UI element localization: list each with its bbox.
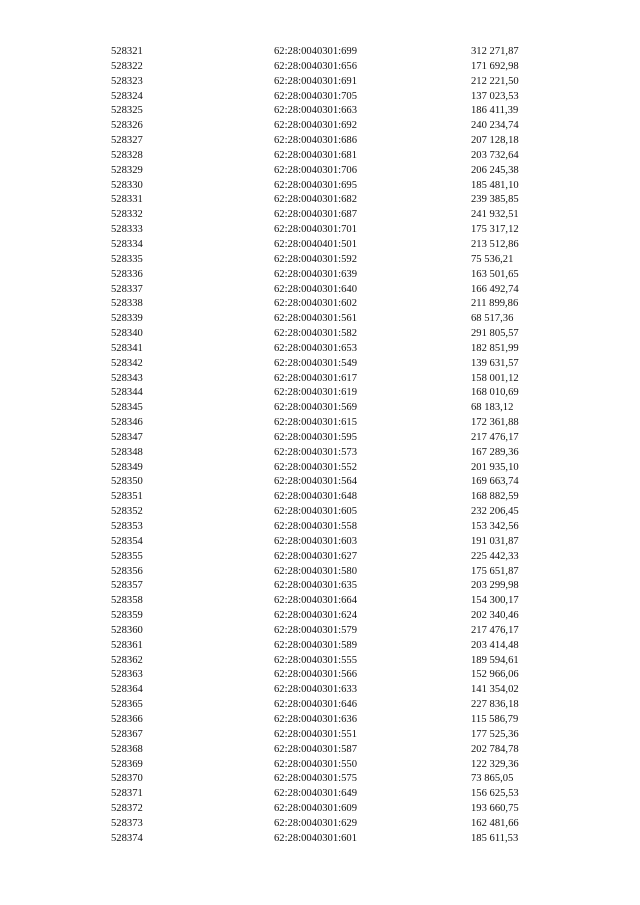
cadastral-value: 139 631,57 (471, 357, 519, 369)
table-row (111, 713, 581, 728)
cadastral-number: 62:28:0040301:663 (274, 105, 357, 117)
table-row (111, 461, 581, 476)
cadastral-number: 62:28:0040301:601 (274, 832, 357, 844)
cadastral-value: 141 354,02 (471, 684, 519, 696)
cadastral-value: 191 031,87 (471, 535, 519, 547)
row-number: 528351 (111, 491, 143, 503)
table-row (111, 357, 581, 372)
cadastral-number: 62:28:0040301:579 (274, 624, 357, 636)
cadastral-value: 202 340,46 (471, 610, 519, 622)
cadastral-value: 241 932,51 (471, 209, 519, 221)
row-number: 528356 (111, 565, 143, 577)
row-number: 528369 (111, 758, 143, 770)
row-number: 528321 (111, 46, 143, 57)
table-row (111, 550, 581, 565)
table-row (111, 475, 581, 490)
cadastral-number: 62:28:0040301:561 (274, 313, 357, 325)
cadastral-value: 163 501,65 (471, 268, 519, 280)
table-row (111, 579, 581, 594)
cadastral-value: 240 234,74 (471, 120, 519, 132)
cadastral-value: 206 245,38 (471, 164, 519, 176)
cadastral-number: 62:28:0040301:691 (274, 75, 357, 87)
row-number: 528355 (111, 550, 143, 562)
table-row (111, 208, 581, 223)
cadastral-number: 62:28:0040301:692 (274, 120, 357, 132)
cadastral-number: 62:28:0040301:640 (274, 283, 357, 295)
cadastral-value: 156 625,53 (471, 788, 519, 800)
cadastral-number: 62:28:0040301:573 (274, 446, 357, 458)
cadastral-number: 62:28:0040301:550 (274, 758, 357, 770)
table-row (111, 639, 581, 654)
cadastral-value: 68 517,36 (471, 313, 514, 325)
row-number: 528341 (111, 342, 143, 354)
cadastral-value: 122 329,36 (471, 758, 519, 770)
cadastral-number: 62:28:0040301:646 (274, 699, 357, 711)
row-number: 528334 (111, 238, 143, 250)
table-row (111, 386, 581, 401)
cadastral-number: 62:28:0040301:633 (274, 684, 357, 696)
cadastral-value: 168 010,69 (471, 387, 519, 399)
cadastral-number: 62:28:0040301:664 (274, 595, 357, 607)
row-number: 528372 (111, 803, 143, 815)
cadastral-number: 62:28:0040301:639 (274, 268, 357, 280)
row-number: 528345 (111, 402, 143, 414)
table-row (111, 535, 581, 550)
cadastral-value: 115 586,79 (471, 713, 519, 725)
row-number: 528339 (111, 313, 143, 325)
cadastral-number: 62:28:0040301:629 (274, 817, 357, 829)
table-row (111, 253, 581, 268)
cadastral-number: 62:28:0040301:648 (274, 491, 357, 503)
row-number: 528366 (111, 713, 143, 725)
table-row (111, 490, 581, 505)
cadastral-value: 152 966,06 (471, 669, 519, 681)
cadastral-number: 62:28:0040301:615 (274, 417, 357, 429)
cadastral-value: 186 411,39 (471, 105, 519, 117)
table-row (111, 60, 581, 75)
cadastral-value: 211 899,86 (471, 298, 519, 310)
cadastral-number: 62:28:0040301:619 (274, 387, 357, 399)
table-row (111, 297, 581, 312)
cadastral-value: 202 784,78 (471, 743, 519, 755)
row-number: 528335 (111, 253, 143, 265)
cadastral-value: 201 935,10 (471, 461, 519, 473)
cadastral-number: 62:28:0040301:636 (274, 713, 357, 725)
cadastral-value: 68 183,12 (471, 402, 514, 414)
cadastral-number: 62:28:0040301:624 (274, 610, 357, 622)
table-row (111, 238, 581, 253)
row-number: 528365 (111, 699, 143, 711)
row-number: 528360 (111, 624, 143, 636)
table-row (111, 758, 581, 773)
cadastral-number: 62:28:0040301:649 (274, 788, 357, 800)
table-row (111, 520, 581, 535)
table-row (111, 312, 581, 327)
cadastral-value: 217 476,17 (471, 624, 519, 636)
cadastral-value: 185 611,53 (471, 832, 519, 844)
table-row (111, 416, 581, 431)
cadastral-value: 171 692,98 (471, 60, 519, 72)
table-row (111, 683, 581, 698)
cadastral-value: 158 001,12 (471, 372, 519, 384)
row-number: 528324 (111, 90, 143, 102)
table-row (111, 193, 581, 208)
cadastral-value: 185 481,10 (471, 179, 519, 191)
row-number: 528349 (111, 461, 143, 473)
row-number: 528327 (111, 135, 143, 147)
row-number: 528374 (111, 832, 143, 844)
table-row (111, 728, 581, 743)
table-row (111, 342, 581, 357)
cadastral-value: 177 525,36 (471, 728, 519, 740)
table-row (111, 149, 581, 164)
cadastral-number: 62:28:0040301:555 (274, 654, 357, 666)
row-number: 528364 (111, 684, 143, 696)
cadastral-number: 62:28:0040301:551 (274, 728, 357, 740)
cadastral-number: 62:28:0040301:566 (274, 669, 357, 681)
cadastral-number: 62:28:0040301:564 (274, 476, 357, 488)
table-row (111, 624, 581, 639)
table-row (111, 45, 581, 60)
cadastral-number: 62:28:0040301:681 (274, 149, 357, 161)
table-row (111, 743, 581, 758)
table-row (111, 817, 581, 832)
cadastral-number: 62:28:0040301:635 (274, 580, 357, 592)
cadastral-value: 137 023,53 (471, 90, 519, 102)
cadastral-number: 62:28:0040301:617 (274, 372, 357, 384)
cadastral-number: 62:28:0040301:695 (274, 179, 357, 191)
cadastral-number: 62:28:0040301:589 (274, 639, 357, 651)
cadastral-value: 207 128,18 (471, 135, 519, 147)
row-number: 528343 (111, 372, 143, 384)
cadastral-value: 166 492,74 (471, 283, 519, 295)
cadastral-value: 217 476,17 (471, 431, 519, 443)
row-number: 528367 (111, 728, 143, 740)
cadastral-number: 62:28:0040401:501 (274, 238, 357, 250)
table-row (111, 446, 581, 461)
table-row (111, 268, 581, 283)
cadastral-number: 62:28:0040301:653 (274, 342, 357, 354)
cadastral-value: 169 663,74 (471, 476, 519, 488)
cadastral-number: 62:28:0040301:582 (274, 328, 357, 340)
row-number: 528333 (111, 224, 143, 236)
cadastral-number: 62:28:0040301:706 (274, 164, 357, 176)
row-number: 528359 (111, 610, 143, 622)
table-row (111, 119, 581, 134)
table-row (111, 134, 581, 149)
row-number: 528329 (111, 164, 143, 176)
row-number: 528354 (111, 535, 143, 547)
cadastral-value: 154 300,17 (471, 595, 519, 607)
row-number: 528353 (111, 521, 143, 532)
table-row (111, 505, 581, 520)
table-row (111, 104, 581, 119)
cadastral-number: 62:28:0040301:549 (274, 357, 357, 369)
row-number: 528331 (111, 194, 143, 206)
cadastral-number: 62:28:0040301:686 (274, 135, 357, 147)
row-number: 528342 (111, 357, 143, 369)
cadastral-number: 62:28:0040301:627 (274, 550, 357, 562)
cadastral-number: 62:28:0040301:699 (274, 46, 357, 57)
table-row (111, 90, 581, 105)
row-number: 528346 (111, 417, 143, 429)
cadastral-number: 62:28:0040301:602 (274, 298, 357, 310)
cadastral-number: 62:28:0040301:592 (274, 253, 357, 265)
table-row (111, 179, 581, 194)
table-row (111, 431, 581, 446)
row-number: 528371 (111, 788, 143, 800)
cadastral-value: 189 594,61 (471, 654, 519, 666)
row-number: 528322 (111, 60, 143, 72)
cadastral-number: 62:28:0040301:603 (274, 535, 357, 547)
table-row (111, 327, 581, 342)
table-row (111, 609, 581, 624)
cadastral-number: 62:28:0040301:701 (274, 224, 357, 236)
table-row (111, 668, 581, 683)
cadastral-number: 62:28:0040301:687 (274, 209, 357, 221)
row-number: 528347 (111, 431, 143, 443)
row-number: 528338 (111, 298, 143, 310)
table-row (111, 164, 581, 179)
row-number: 528348 (111, 446, 143, 458)
table-row (111, 802, 581, 817)
row-number: 528357 (111, 580, 143, 592)
row-number: 528340 (111, 328, 143, 340)
cadastral-value: 227 836,18 (471, 699, 519, 711)
cadastral-value: 213 512,86 (471, 238, 519, 250)
cadastral-number: 62:28:0040301:587 (274, 743, 357, 755)
row-number: 528336 (111, 268, 143, 280)
cadastral-value: 168 882,59 (471, 491, 519, 503)
row-number: 528337 (111, 283, 143, 295)
cadastral-value: 73 865,05 (471, 773, 514, 785)
row-number: 528326 (111, 120, 143, 132)
cadastral-value: 182 851,99 (471, 342, 519, 354)
row-number: 528363 (111, 669, 143, 681)
table-row (111, 372, 581, 387)
row-number: 528350 (111, 476, 143, 488)
table-body (111, 45, 581, 847)
row-number: 528325 (111, 105, 143, 117)
cadastral-value: 162 481,66 (471, 817, 519, 829)
row-number: 528358 (111, 595, 143, 607)
cadastral-value: 75 536,21 (471, 253, 514, 265)
cadastral-number: 62:28:0040301:552 (274, 461, 357, 473)
cadastral-value: 203 732,64 (471, 149, 519, 161)
cadastral-number: 62:28:0040301:595 (274, 431, 357, 443)
cadastral-number: 62:28:0040301:580 (274, 565, 357, 577)
table-row (111, 787, 581, 802)
row-number: 528344 (111, 387, 143, 399)
cadastral-value: 172 361,88 (471, 417, 519, 429)
cadastral-number: 62:28:0040301:605 (274, 506, 357, 518)
cadastral-table (111, 45, 581, 847)
cadastral-number: 62:28:0040301:569 (274, 402, 357, 414)
row-number: 528370 (111, 773, 143, 785)
cadastral-value: 175 651,87 (471, 565, 519, 577)
row-number: 528368 (111, 743, 143, 755)
table-row (111, 401, 581, 416)
cadastral-number: 62:28:0040301:682 (274, 194, 357, 206)
cadastral-value: 312 271,87 (471, 46, 519, 57)
row-number: 528330 (111, 179, 143, 191)
table-row (111, 594, 581, 609)
table-row (111, 565, 581, 580)
cadastral-value: 175 317,12 (471, 224, 519, 236)
row-number: 528362 (111, 654, 143, 666)
cadastral-value: 203 299,98 (471, 580, 519, 592)
cadastral-number: 62:28:0040301:609 (274, 803, 357, 815)
table-row (111, 654, 581, 669)
table-row (111, 283, 581, 298)
row-number: 528332 (111, 209, 143, 221)
cadastral-value: 203 414,48 (471, 639, 519, 651)
cadastral-value: 239 385,85 (471, 194, 519, 206)
row-number: 528328 (111, 149, 143, 161)
table-row (111, 698, 581, 713)
row-number: 528373 (111, 817, 143, 829)
cadastral-value: 291 805,57 (471, 328, 519, 340)
table-row (111, 832, 581, 847)
table-row (111, 75, 581, 90)
cadastral-value: 167 289,36 (471, 446, 519, 458)
cadastral-value: 153 342,56 (471, 521, 519, 532)
row-number: 528352 (111, 506, 143, 518)
cadastral-value: 225 442,33 (471, 550, 519, 562)
table-row (111, 772, 581, 787)
cadastral-value: 212 221,50 (471, 75, 519, 87)
cadastral-value: 232 206,45 (471, 506, 519, 518)
cadastral-number: 62:28:0040301:656 (274, 60, 357, 72)
row-number: 528361 (111, 639, 143, 651)
cadastral-number: 62:28:0040301:575 (274, 773, 357, 785)
table-row (111, 223, 581, 238)
cadastral-value: 193 660,75 (471, 803, 519, 815)
row-number: 528323 (111, 75, 143, 87)
cadastral-number: 62:28:0040301:558 (274, 521, 357, 532)
cadastral-number: 62:28:0040301:705 (274, 90, 357, 102)
